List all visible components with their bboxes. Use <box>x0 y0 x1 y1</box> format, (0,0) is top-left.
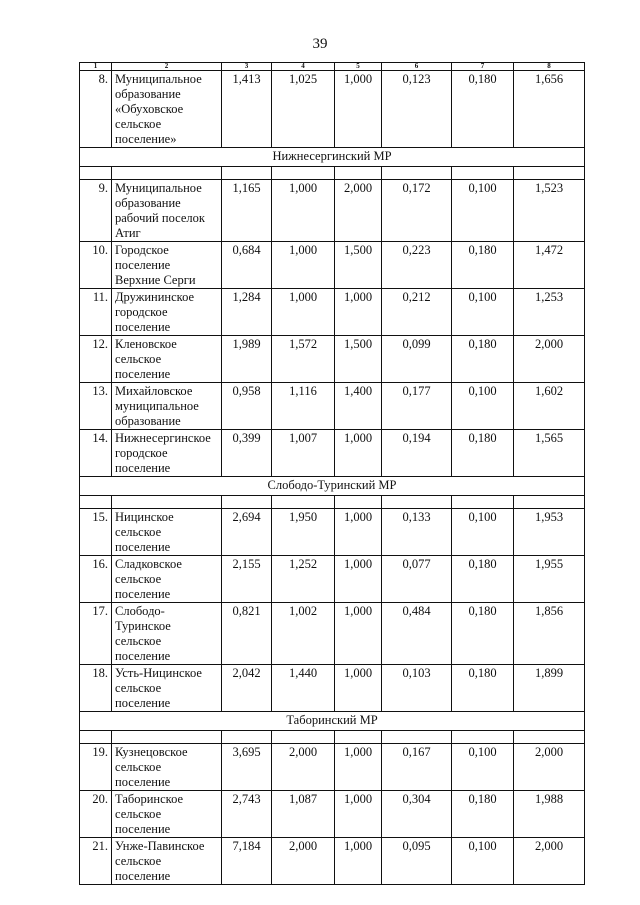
value-cell: 0,304 <box>382 791 452 838</box>
spacer-row <box>80 731 585 744</box>
municipality-name <box>112 180 222 242</box>
row-number: 16. <box>80 556 112 603</box>
section-header-row <box>80 477 585 496</box>
name-line: муниципальное <box>115 399 199 413</box>
value-cell: 0,077 <box>382 556 452 603</box>
name-line: сельское <box>115 117 162 131</box>
section-title: Слободо-Туринский МР <box>80 477 585 496</box>
table-row <box>80 180 585 242</box>
name-line: Городское <box>115 243 169 257</box>
municipality-name <box>112 509 222 556</box>
value-cell: 1,989 <box>222 336 272 383</box>
name-line: поселение <box>115 540 171 554</box>
value-cell: 1,000 <box>335 744 382 791</box>
value-cell: 0,172 <box>382 180 452 242</box>
value-cell: 2,042 <box>222 665 272 712</box>
empty-cell <box>514 167 585 180</box>
value-cell: 1,950 <box>272 509 335 556</box>
table-row <box>80 791 585 838</box>
empty-cell <box>112 496 222 509</box>
page-number: 39 <box>312 36 328 52</box>
value-cell: 1,856 <box>514 603 585 665</box>
empty-cell <box>452 496 514 509</box>
empty-cell <box>272 167 335 180</box>
value-cell: 1,000 <box>272 242 335 289</box>
empty-cell <box>80 731 112 744</box>
value-cell: 0,180 <box>452 665 514 712</box>
name-line: сельское <box>115 352 162 366</box>
empty-cell <box>112 167 222 180</box>
value-cell: 1,000 <box>335 430 382 477</box>
value-cell: 2,000 <box>514 336 585 383</box>
value-cell: 2,000 <box>272 744 335 791</box>
value-cell: 0,177 <box>382 383 452 430</box>
row-number: 10. <box>80 242 112 289</box>
name-line: поселение <box>115 696 171 710</box>
value-cell: 1,572 <box>272 336 335 383</box>
municipality-name <box>112 242 222 289</box>
name-line: Сладковское <box>115 557 182 571</box>
name-line: поселение <box>115 775 171 789</box>
municipality-name <box>112 744 222 791</box>
municipality-name <box>112 791 222 838</box>
value-cell: 1,953 <box>514 509 585 556</box>
table-row <box>80 336 585 383</box>
value-cell: 0,100 <box>452 289 514 336</box>
empty-cell <box>335 731 382 744</box>
name-line: образование <box>115 87 181 101</box>
name-line: Таборинское <box>115 792 184 806</box>
value-cell: 0,399 <box>222 430 272 477</box>
name-line: Ницинское <box>115 510 174 524</box>
value-cell: 1,000 <box>272 289 335 336</box>
name-line: Михайловское <box>115 384 193 398</box>
table-row <box>80 603 585 665</box>
municipality-name <box>112 289 222 336</box>
value-cell: 1,007 <box>272 430 335 477</box>
value-cell: 1,500 <box>335 242 382 289</box>
value-cell: 0,133 <box>382 509 452 556</box>
value-cell: 0,123 <box>382 71 452 148</box>
value-cell: 1,523 <box>514 180 585 242</box>
name-line: поселение <box>115 461 171 475</box>
empty-cell <box>335 496 382 509</box>
name-line: поселение <box>115 649 171 663</box>
name-line: поселение <box>115 587 171 601</box>
table-row <box>80 71 585 148</box>
value-cell: 0,180 <box>452 556 514 603</box>
row-number: 12. <box>80 336 112 383</box>
value-cell: 2,000 <box>272 838 335 885</box>
value-cell: 1,000 <box>335 603 382 665</box>
column-header: 7 <box>452 63 514 71</box>
column-header: 2 <box>112 63 222 71</box>
value-cell: 1,400 <box>335 383 382 430</box>
name-line: поселение <box>115 367 171 381</box>
municipality-name <box>112 383 222 430</box>
name-line: Кленовское <box>115 337 177 351</box>
value-cell: 0,684 <box>222 242 272 289</box>
column-header: 5 <box>335 63 382 71</box>
empty-cell <box>272 496 335 509</box>
row-number: 11. <box>80 289 112 336</box>
row-number: 15. <box>80 509 112 556</box>
row-number: 14. <box>80 430 112 477</box>
value-cell: 1,955 <box>514 556 585 603</box>
value-cell: 0,099 <box>382 336 452 383</box>
name-line: Муниципальное <box>115 72 202 86</box>
empty-cell <box>335 167 382 180</box>
value-cell: 2,000 <box>335 180 382 242</box>
value-cell: 0,484 <box>382 603 452 665</box>
value-cell: 0,167 <box>382 744 452 791</box>
value-cell: 0,103 <box>382 665 452 712</box>
column-header: 3 <box>222 63 272 71</box>
value-cell: 1,000 <box>335 791 382 838</box>
spacer-row <box>80 496 585 509</box>
value-cell: 0,821 <box>222 603 272 665</box>
spacer-row <box>80 167 585 180</box>
value-cell: 0,180 <box>452 336 514 383</box>
row-number: 17. <box>80 603 112 665</box>
empty-cell <box>272 731 335 744</box>
name-line: поселение <box>115 869 171 883</box>
empty-cell <box>514 731 585 744</box>
name-line: Слободо- <box>115 604 165 618</box>
row-number: 20. <box>80 791 112 838</box>
value-cell: 0,180 <box>452 430 514 477</box>
table-row <box>80 509 585 556</box>
value-cell: 0,095 <box>382 838 452 885</box>
section-title: Таборинский МР <box>80 712 585 731</box>
name-line: Верхние Серги <box>115 273 196 287</box>
section-title: Нижнесергинский МР <box>80 148 585 167</box>
value-cell: 2,000 <box>514 838 585 885</box>
name-line: сельское <box>115 854 162 868</box>
value-cell: 1,165 <box>222 180 272 242</box>
name-line: Дружининское <box>115 290 195 304</box>
column-header: 1 <box>80 63 112 71</box>
name-line: Нижнесергинское <box>115 431 211 445</box>
name-line: Кузнецовское <box>115 745 188 759</box>
value-cell: 1,002 <box>272 603 335 665</box>
municipality-name <box>112 71 222 148</box>
value-cell: 3,695 <box>222 744 272 791</box>
column-header: 4 <box>272 63 335 71</box>
name-line: поселение» <box>115 132 177 146</box>
value-cell: 1,000 <box>272 180 335 242</box>
value-cell: 0,958 <box>222 383 272 430</box>
value-cell: 1,116 <box>272 383 335 430</box>
empty-cell <box>382 496 452 509</box>
name-line: сельское <box>115 525 162 539</box>
name-line: Туринское <box>115 619 171 633</box>
value-cell: 0,180 <box>452 791 514 838</box>
empty-cell <box>80 167 112 180</box>
value-cell: 2,000 <box>514 744 585 791</box>
empty-cell <box>452 731 514 744</box>
column-header: 8 <box>514 63 585 71</box>
name-line: «Обуховское <box>115 102 184 116</box>
name-line: образование <box>115 414 181 428</box>
name-line: сельское <box>115 760 162 774</box>
name-line: Унже-Павинское <box>115 839 205 853</box>
municipality-name <box>112 838 222 885</box>
value-cell: 2,694 <box>222 509 272 556</box>
value-cell: 1,087 <box>272 791 335 838</box>
table-row <box>80 242 585 289</box>
column-header: 6 <box>382 63 452 71</box>
value-cell: 0,100 <box>452 180 514 242</box>
value-cell: 1,252 <box>272 556 335 603</box>
value-cell: 0,100 <box>452 509 514 556</box>
value-cell: 1,440 <box>272 665 335 712</box>
name-line: сельское <box>115 681 162 695</box>
coefficients-table <box>79 62 585 885</box>
value-cell: 1,025 <box>272 71 335 148</box>
value-cell: 0,100 <box>452 838 514 885</box>
row-number: 8. <box>80 71 112 148</box>
empty-cell <box>80 496 112 509</box>
value-cell: 1,472 <box>514 242 585 289</box>
value-cell: 1,000 <box>335 665 382 712</box>
municipality-name <box>112 430 222 477</box>
name-line: поселение <box>115 320 171 334</box>
value-cell: 0,180 <box>452 603 514 665</box>
municipality-name <box>112 556 222 603</box>
municipality-name <box>112 665 222 712</box>
name-line: поселение <box>115 258 171 272</box>
table-row <box>80 430 585 477</box>
value-cell: 1,253 <box>514 289 585 336</box>
value-cell: 1,656 <box>514 71 585 148</box>
row-number: 21. <box>80 838 112 885</box>
row-number: 18. <box>80 665 112 712</box>
name-line: сельское <box>115 807 162 821</box>
value-cell: 0,223 <box>382 242 452 289</box>
name-line: городское <box>115 446 168 460</box>
name-line: образование <box>115 196 181 210</box>
value-cell: 0,180 <box>452 242 514 289</box>
value-cell: 2,743 <box>222 791 272 838</box>
value-cell: 1,000 <box>335 556 382 603</box>
empty-cell <box>222 496 272 509</box>
section-header-row <box>80 712 585 731</box>
value-cell: 1,899 <box>514 665 585 712</box>
table-row <box>80 383 585 430</box>
value-cell: 1,284 <box>222 289 272 336</box>
value-cell: 1,000 <box>335 509 382 556</box>
column-header-row <box>80 63 585 71</box>
municipality-name <box>112 603 222 665</box>
name-line: поселение <box>115 822 171 836</box>
name-line: сельское <box>115 572 162 586</box>
name-line: Муниципальное <box>115 181 202 195</box>
value-cell: 1,413 <box>222 71 272 148</box>
table-row <box>80 665 585 712</box>
table-row <box>80 744 585 791</box>
value-cell: 2,155 <box>222 556 272 603</box>
empty-cell <box>222 731 272 744</box>
value-cell: 0,212 <box>382 289 452 336</box>
empty-cell <box>382 731 452 744</box>
value-cell: 1,602 <box>514 383 585 430</box>
empty-cell <box>222 167 272 180</box>
row-number: 19. <box>80 744 112 791</box>
empty-cell <box>112 731 222 744</box>
name-line: сельское <box>115 634 162 648</box>
name-line: городское <box>115 305 168 319</box>
name-line: рабочий поселок <box>115 211 205 225</box>
value-cell: 1,000 <box>335 838 382 885</box>
value-cell: 7,184 <box>222 838 272 885</box>
section-header-row <box>80 148 585 167</box>
row-number: 13. <box>80 383 112 430</box>
empty-cell <box>382 167 452 180</box>
value-cell: 0,100 <box>452 744 514 791</box>
name-line: Усть-Ницинское <box>115 666 202 680</box>
empty-cell <box>452 167 514 180</box>
value-cell: 0,100 <box>452 383 514 430</box>
table-body <box>80 63 585 885</box>
value-cell: 0,180 <box>452 71 514 148</box>
table-row <box>80 289 585 336</box>
municipality-name <box>112 336 222 383</box>
name-line: Атиг <box>115 226 141 240</box>
table-row <box>80 838 585 885</box>
value-cell: 1,565 <box>514 430 585 477</box>
value-cell: 1,000 <box>335 71 382 148</box>
row-number: 9. <box>80 180 112 242</box>
value-cell: 0,194 <box>382 430 452 477</box>
table-row <box>80 556 585 603</box>
value-cell: 1,000 <box>335 289 382 336</box>
value-cell: 1,988 <box>514 791 585 838</box>
value-cell: 1,500 <box>335 336 382 383</box>
empty-cell <box>514 496 585 509</box>
